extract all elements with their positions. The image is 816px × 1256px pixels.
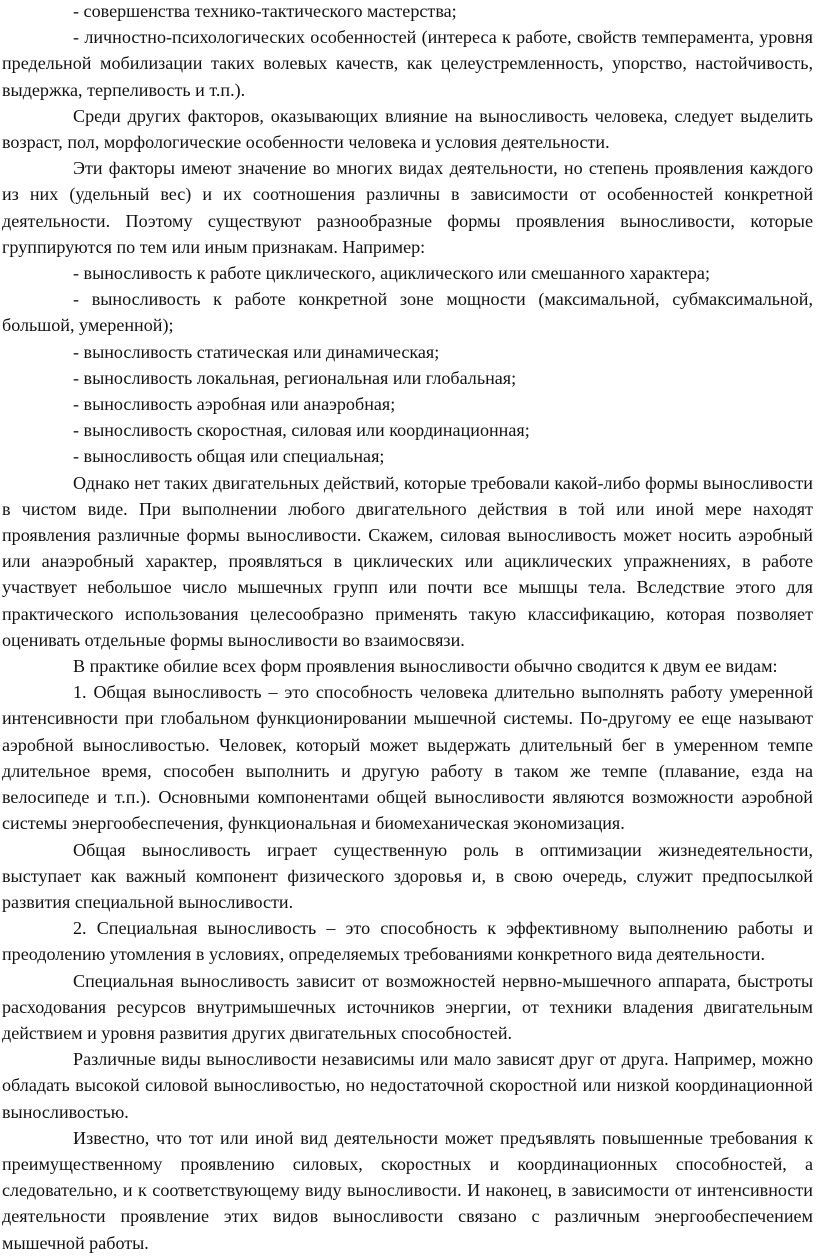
paragraph-two-types: В практике обилие всех форм проявления выносливости обычно сводится к двум ее видам: bbox=[73, 656, 778, 677]
paragraph-general-endurance: 1. Общая выносливость – это способность человека длительно выполнять работу умеренной интенсивности при глобальном функционировании мышечной системы. По-другому ее еще называют аэробной выносливостью. Человек, который может выдержать длительный бег в умеренном темпе длительное время, способен выполнить и другую работу в таком же темпе (плавание, езда на велосипеде и т.п.). Основными компонентами общей выносливости являются возможности аэробной системы энергообеспечения, функциональная и биомеханическая экономизация. bbox=[2, 682, 813, 834]
paragraph-no-pure-forms: Однако нет таких двигательных действий, которые требовали какой-либо формы выносливости в чистом виде. При выполнении любого двигательного действия в той или иной мере находят проявления различные формы выносливости. Скажем, силовая выносливость может носить аэробный или анаэробный характер, проявляться в циклических или ациклических упражнениях, в работе участвует небольшое число мышечных групп или почти все мышцы тела. Вследствие этого для практического использования целесообразно применять такую классификацию, которая позволяет оценивать отдельные формы выносливости во взаимосвязи. bbox=[2, 472, 813, 650]
list-item-speed-strength: - выносливость скоростная, силовая или координационная; bbox=[73, 420, 530, 441]
list-item-aerobic-anaerobic: - выносливость аэробная или анаэробная; bbox=[73, 394, 396, 415]
paragraph-independent-types: Различные виды выносливости независимы или мало зависят друг от друга. Например, можно обладать высокой силовой выносливостью, но недостаточной скоростной или низкой координационной выносливостью. bbox=[2, 1049, 813, 1122]
list-item-local-global: - выносливость локальная, региональная или глобальная; bbox=[73, 367, 517, 388]
list-item-general-special: - выносливость общая или специальная; bbox=[73, 446, 385, 467]
paragraph-general-endurance-role: Общая выносливость играет существенную роль в оптимизации жизнедеятельности, выступает как важный компонент физического здоровья и, в свою очередь, служит предпосылкой развития специальной выносливости. bbox=[2, 839, 813, 912]
paragraph-other-factors: Среди других факторов, оказывающих влияние на выносливость человека, следует выделить возраст, пол, морфологические особенности человека и условия деятельности. bbox=[2, 105, 813, 153]
list-item-personality-features: - личностно-психологических особенностей (интереса к работе, свойств темперамента, уровня предельной мобилизации таких волевых качеств, как целеустремленность, упорство, настойчивость, выдержка, терпеливость и т.п.). bbox=[2, 27, 813, 100]
list-item-power-zone: - выносливость к работе конкретной зоне мощности (максимальной, субмаксимальной, большой, умеренной); bbox=[2, 289, 813, 336]
list-item-technical-mastery: - совершенства технико-тактического мастерства; bbox=[73, 1, 457, 21]
list-item-cyclic-work: - выносливость к работе циклического, ациклического или смешанного характера; bbox=[73, 263, 710, 284]
paragraph-special-endurance-depends: Специальная выносливость зависит от возможностей нервно-мышечного аппарата, быстроты расходования ресурсов внутримышечных источников энергии, от техники владения двигательным действием и уровня развития других двигательных способностей. bbox=[2, 970, 813, 1043]
paragraph-special-endurance: 2. Специальная выносливость – это способность к эффективному выполнению работы и преодолению утомления в условиях, определяемых требованиями конкретного вида деятельности. bbox=[2, 918, 813, 965]
list-item-static-dynamic: - выносливость статическая или динамическая; bbox=[73, 341, 440, 362]
paragraph-factors-significance: Эти факторы имеют значение во многих видах деятельности, но степень проявления каждого из них (удельный вес) и их соотношения различны в зависимости от особенностей конкретной деятельности. Поэтому существуют разнообразные формы проявления выносливости, которые группируются по тем или иным признакам. Например: bbox=[2, 158, 813, 257]
paragraph-activity-requirements: Известно, что тот или иной вид деятельности может предъявлять повышенные требования к преимущественному проявлению силовых, скоростных и координационных способностей, а следовательно, и к соответствующему виду выносливости. И наконец, в зависимости от интенсивности деятельности проявление этих видов выносливости связано с различным энергообеспечением мышечной работы. bbox=[2, 1127, 813, 1253]
